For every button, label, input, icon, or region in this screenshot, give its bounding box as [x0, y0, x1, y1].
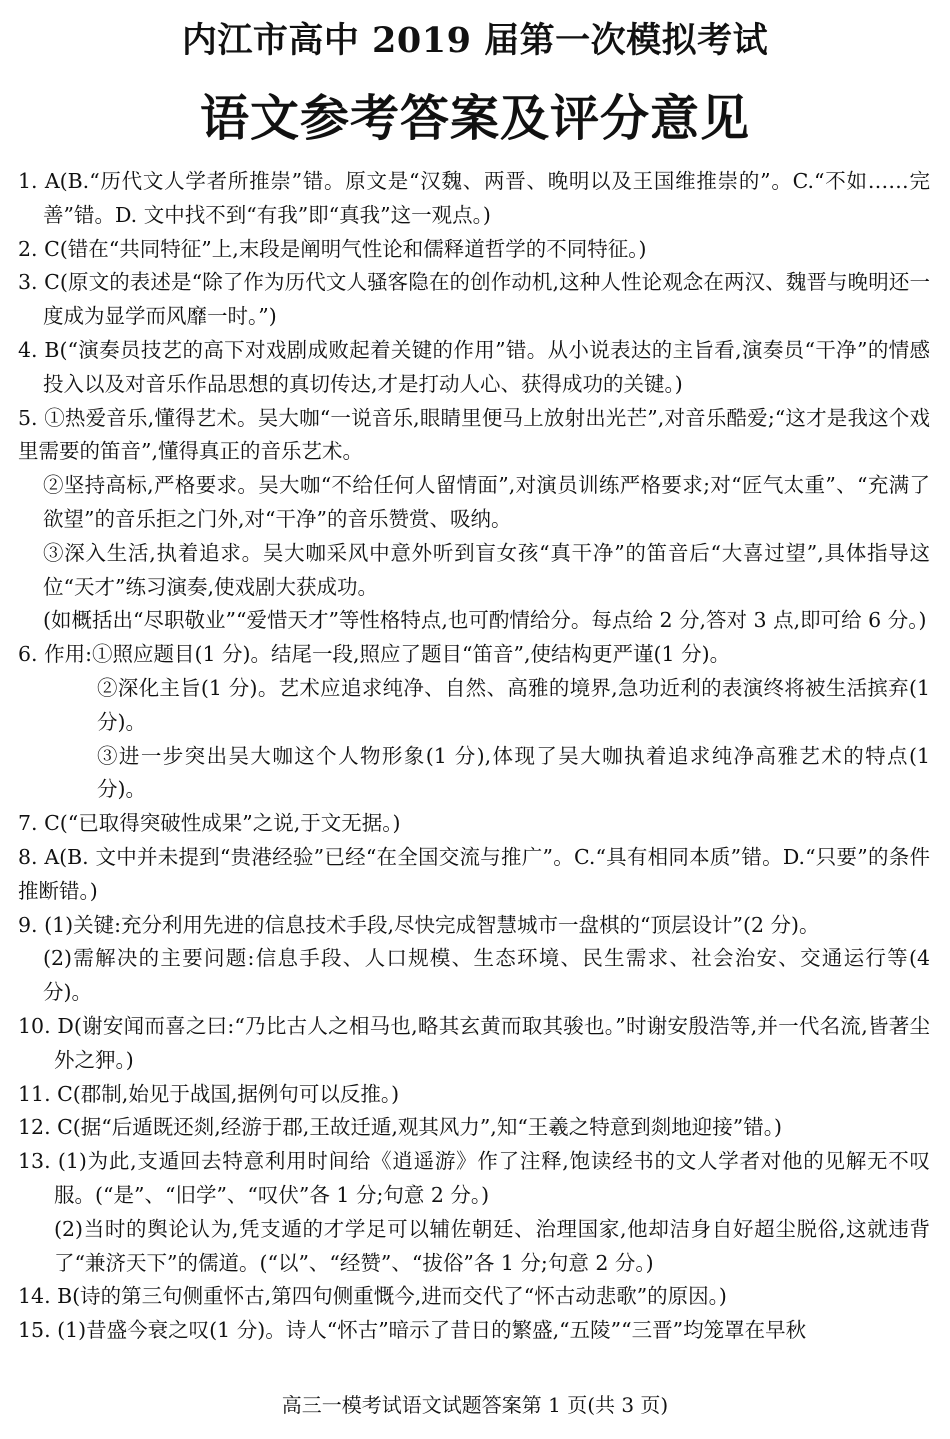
- answer-6-point-1: 6. 作用:①照应题目(1 分)。结尾一段,照应了题目“笛音”,使结构更严谨(1 分)。: [18, 642, 731, 667]
- exam-title: 内江市高中 2019 届第一次模拟考试: [181, 20, 769, 61]
- answer-5-point-3: ③深入生活,执着追求。吴大咖采风中意外听到盲女孩“真干净”的笛音后“大喜过望”,具体指导这位“天才”练习演奏,使戏剧大获成功。: [43, 540, 930, 599]
- answer-7: 7. C(“已取得突破性成果”之说,于文无据。): [18, 811, 401, 836]
- answer-5-point-2: ②坚持高标,严格要求。吴大咖“不给任何人留情面”,对演员训练严格要求;对“匠气太重”、“充满了欲望”的音乐拒之门外,对“干净”的音乐赞赏、吸纳。: [43, 473, 930, 531]
- answer-15-part-1: 15. (1)昔盛今衰之叹(1 分)。诗人“怀古”暗示了昔日的繁盛,“五陵”“三晋”均笼罩在早秋: [18, 1318, 807, 1343]
- answer-3: 3. C(原文的表述是“除了作为历代文人骚客隐在的创作动机,这种人性论观念在两汉、魏晋与晚明还一度成为显学而风靡一时。”): [18, 270, 930, 329]
- answer-1: 1. A(B.“历代文人学者所推崇”错。原文是“汉魏、两晋、晚明以及王国维推崇的”。C.“不如……完善”错。D. 文中找不到“有我”即“真我”这一观点。): [18, 169, 930, 227]
- answer-5-note: (如概括出“尽职敬业”“爱惜天才”等性格特点,也可酌情给分。每点给 2 分,答对 3 点,即可给 6 分。): [43, 608, 927, 633]
- answer-14: 14. B(诗的第三句侧重怀古,第四句侧重慨今,进而交代了“怀古动悲歌”的原因。): [18, 1284, 727, 1309]
- answer-9-part-2: (2)需解决的主要问题:信息手段、人口规模、生态环境、民生需求、社会治安、交通运行等(4 分)。: [43, 946, 930, 1005]
- answer-6-point-3: ③进一步突出吴大咖这个人物形象(1 分),体现了吴大咖执着追求纯净高雅艺术的特点(1 分)。: [97, 743, 930, 802]
- answer-11: 11. C(郡制,始见于战国,据例句可以反推。): [18, 1081, 400, 1106]
- answer-8: 8. A(B. 文中并未提到“贵港经验”已经“在全国交流与推广”。C.“具有相同本质”错。D.“只要”的条件推断错。): [18, 844, 930, 903]
- answer-4: 4. B(“演奏员技艺的高下对戏剧成败起着关键的作用”错。从小说表达的主旨看,演奏员“干净”的情感投入以及对音乐作品思想的真切传达,才是打动人心、获得成功的关键。): [18, 337, 930, 396]
- answer-12: 12. C(据“后遁既还剡,经游于郡,王故迁遁,观其风力”,知“王羲之特意到剡地迎接”错。): [18, 1115, 783, 1140]
- answer-key-title: 语文参考答案及评分意见: [199, 89, 750, 147]
- answer-9-part-1: 9. (1)关键:充分利用先进的信息技术手段,尽快完成智慧城市一盘棋的“顶层设计”(2 分)。: [18, 912, 820, 937]
- answer-6-point-2: ②深化主旨(1 分)。艺术应追求纯净、自然、高雅的境界,急功近利的表演终将被生活摈弃(1 分)。: [97, 675, 930, 734]
- page-footer: 高三一模考试语文试题答案第 1 页(共 3 页): [281, 1393, 669, 1417]
- answer-list: [18, 165, 930, 1348]
- answer-13-part-2: (2)当时的舆论认为,凭支遁的才学足可以辅佐朝廷、治理国家,他却洁身自好超尘脱俗,这就违背了“兼济天下”的儒道。(“以”、“经赞”、“拔俗”各 1 分;句意 2 分。): [54, 1216, 930, 1275]
- answer-5-point-1: 5. ①热爱音乐,懂得艺术。吴大咖“一说音乐,眼睛里便马上放射出光芒”,对音乐酷爱;“这才是我这个戏里需要的笛音”,懂得真正的音乐艺术。: [18, 405, 930, 464]
- answer-2: 2. C(错在“共同特征”上,末段是阐明气性论和儒释道哲学的不同特征。): [18, 236, 647, 261]
- answer-13-part-1: 13. (1)为此,支遁回去特意利用时间给《逍遥游》作了注释,饱读经书的文人学者对他的见解无不叹服。(“是”、“旧学”、“叹伏”各 1 分;句意 2 分。): [18, 1149, 930, 1207]
- answer-10: 10. D(谢安闻而喜之曰:“乃比古人之相马也,略其玄黄而取其骏也。”时谢安殷浩等,并一代名流,皆著尘外之狎。): [18, 1013, 930, 1072]
